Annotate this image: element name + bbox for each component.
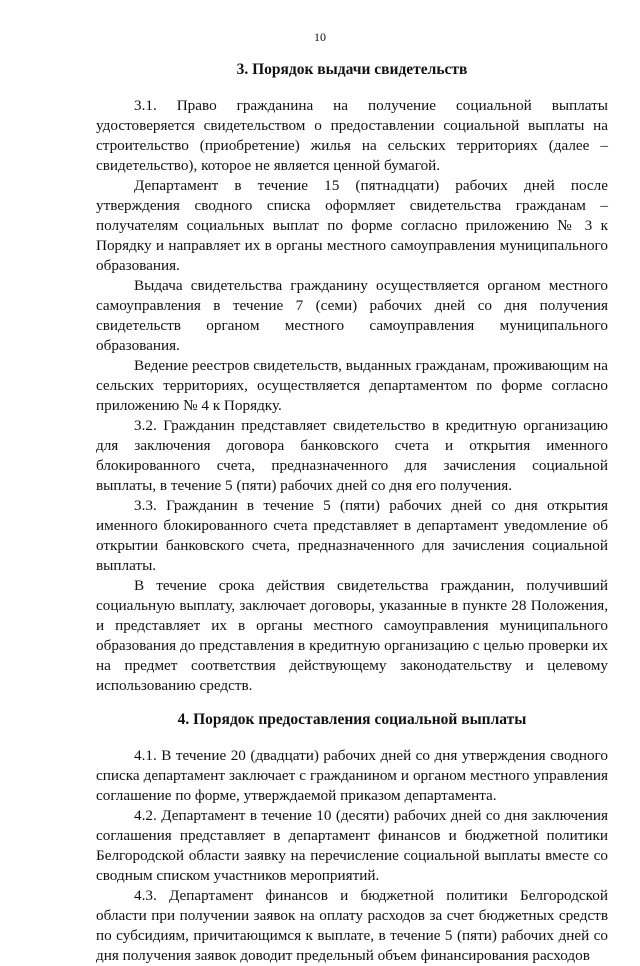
paragraph-3-1: 3.1. Право гражданина на получение социальной выплаты удостоверяется свидетельством о предоставлении социальной выплаты на строительство (приобретение) жилья на сельских территориях (далее – свидетельство), которое не является ценной бумагой.: [96, 97, 608, 174]
paragraph-3-2: 3.2. Гражданин представляет свидетельство в кредитную организацию для заключения договора банковского счета и открытия именного блокированного счета, предназначенного для зачисления социальной выплаты, в течение 5 (пяти) рабочих дней со дня его получения.: [96, 417, 608, 494]
paragraph-4-1: 4.1. В течение 20 (двадцати) рабочих дней со дня утверждения сводного списка департамент заключает с гражданином и органом местного управления соглашение по форме, утверждаемой приказом департамента.: [96, 747, 608, 804]
document-body: [96, 60, 608, 966]
paragraph-4-2: 4.2. Департамент в течение 10 (десяти) рабочих дней со дня заключения соглашения представляет в департамент финансов и бюджетной политики Белгородской области заявку на перечисление социальной выплаты вместе со сводным списком участников мероприятий.: [96, 807, 608, 884]
section-3-title: 3. Порядок выдачи свидетельств: [236, 61, 468, 78]
paragraph-3-1-issuance: Выдача свидетельства гражданину осуществляется органом местного самоуправления в течение 7 (семи) рабочих дней со дня получения свидетельств органом местного самоуправления муниципального образования.: [96, 277, 608, 354]
paragraph-3-1-registry: Ведение реестров свидетельств, выданных гражданам, проживающим на сельских территориях, осуществляется департаментом по форме согласно приложению № 4 к Порядку.: [96, 357, 608, 414]
paragraph-4-3: 4.3. Департамент финансов и бюджетной политики Белгородской области при получении заявок на оплату расходов за счет бюджетных средств по субсидиям, причитающимся к выплате, в течение 5 (пяти) рабочих дней со дня получения заявок доводит предельный объем финансирования расходов: [96, 887, 608, 964]
paragraph-3-3: 3.3. Гражданин в течение 5 (пяти) рабочих дней со дня открытия именного блокированного счета представляет в департамент уведомление об открытии банковского счета, предназначенного для зачисления социальной выплаты.: [96, 497, 608, 574]
paragraph-3-1-department: Департамент в течение 15 (пятнадцати) рабочих дней после утверждения сводного списка оформляет свидетельства гражданам – получателям социальных выплат по форме согласно приложению № 3 к Порядку и направляет их в органы местного самоуправления муниципального образования.: [96, 177, 608, 274]
page-number: 10: [314, 30, 326, 44]
section-4-title: 4. Порядок предоставления социальной выплаты: [177, 711, 527, 728]
paragraph-3-3-contracts: В течение срока действия свидетельства гражданин, получивший социальную выплату, заключает договоры, указанные в пункте 28 Положения, и представляет их в органы местного самоуправления муниципального образования до представления в кредитную организацию с целью проверки их на предмет соответствия действующему законодательству и целевому использованию средств.: [96, 577, 608, 694]
